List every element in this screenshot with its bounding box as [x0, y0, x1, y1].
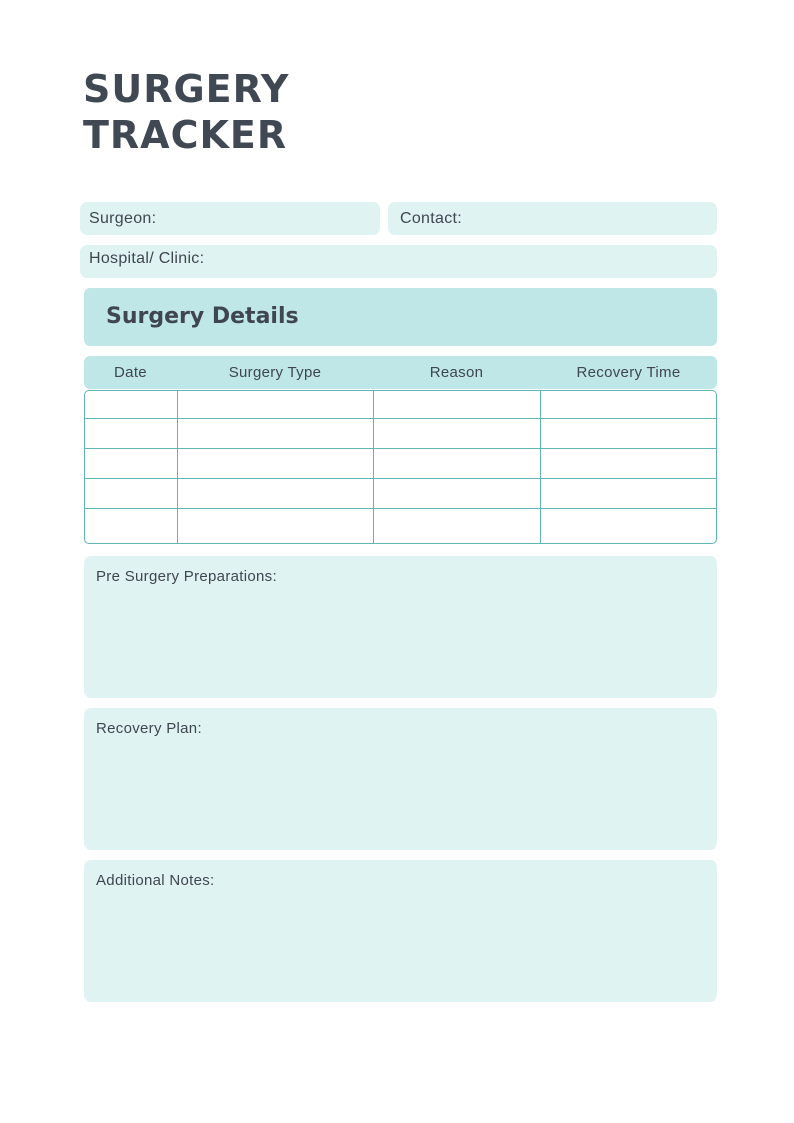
pre-surgery-preparations-label: Pre Surgery Preparations:: [96, 568, 277, 585]
surgeon-label: Surgeon:: [89, 210, 157, 227]
additional-notes-box[interactable]: [84, 860, 717, 1002]
table-cell-reason[interactable]: [374, 391, 541, 418]
column-header-surgery-type: Surgery Type: [228, 364, 322, 381]
hospital-field[interactable]: [80, 245, 717, 278]
contact-label: Contact:: [400, 210, 462, 227]
additional-notes-label: Additional Notes:: [96, 872, 215, 889]
table-cell-reason[interactable]: [374, 479, 541, 508]
table-row: [85, 479, 716, 509]
contact-field[interactable]: [388, 202, 717, 235]
table-cell-reason[interactable]: [374, 419, 541, 448]
recovery-plan-box[interactable]: [84, 708, 717, 850]
title-line-1: SURGERY: [83, 67, 290, 111]
surgery-details-table: [84, 390, 717, 544]
recovery-plan-label: Recovery Plan:: [96, 720, 202, 737]
table-cell-recovery-time[interactable]: [541, 449, 716, 478]
table-cell-reason[interactable]: [374, 449, 541, 478]
title-line-2: TRACKER: [83, 113, 288, 157]
table-cell-recovery-time[interactable]: [541, 391, 716, 418]
table-row: [85, 419, 716, 449]
table-cell-surgery-type[interactable]: [178, 419, 374, 448]
column-header-date: Date: [114, 364, 147, 381]
table-cell-surgery-type[interactable]: [178, 479, 374, 508]
table-cell-date[interactable]: [85, 449, 178, 478]
hospital-label: Hospital/ Clinic:: [89, 250, 205, 267]
table-cell-reason[interactable]: [374, 509, 541, 543]
table-cell-date[interactable]: [85, 391, 178, 418]
table-cell-surgery-type[interactable]: [178, 449, 374, 478]
table-cell-date[interactable]: [85, 509, 178, 543]
table-cell-recovery-time[interactable]: [541, 419, 716, 448]
table-cell-surgery-type[interactable]: [178, 509, 374, 543]
column-header-recovery-time: Recovery Time: [576, 364, 681, 381]
surgeon-field[interactable]: [80, 202, 380, 235]
table-cell-surgery-type[interactable]: [178, 391, 374, 418]
pre-surgery-preparations-box[interactable]: [84, 556, 717, 698]
table-cell-date[interactable]: [85, 479, 178, 508]
table-cell-recovery-time[interactable]: [541, 509, 716, 543]
table-row: [85, 391, 716, 419]
page-title: [83, 66, 289, 158]
table-cell-recovery-time[interactable]: [541, 479, 716, 508]
table-row: [85, 449, 716, 479]
table-header: [84, 356, 717, 389]
table-cell-date[interactable]: [85, 419, 178, 448]
column-header-reason: Reason: [429, 364, 484, 381]
table-row: [85, 509, 716, 543]
surgery-details-heading: Surgery Details: [84, 288, 717, 346]
